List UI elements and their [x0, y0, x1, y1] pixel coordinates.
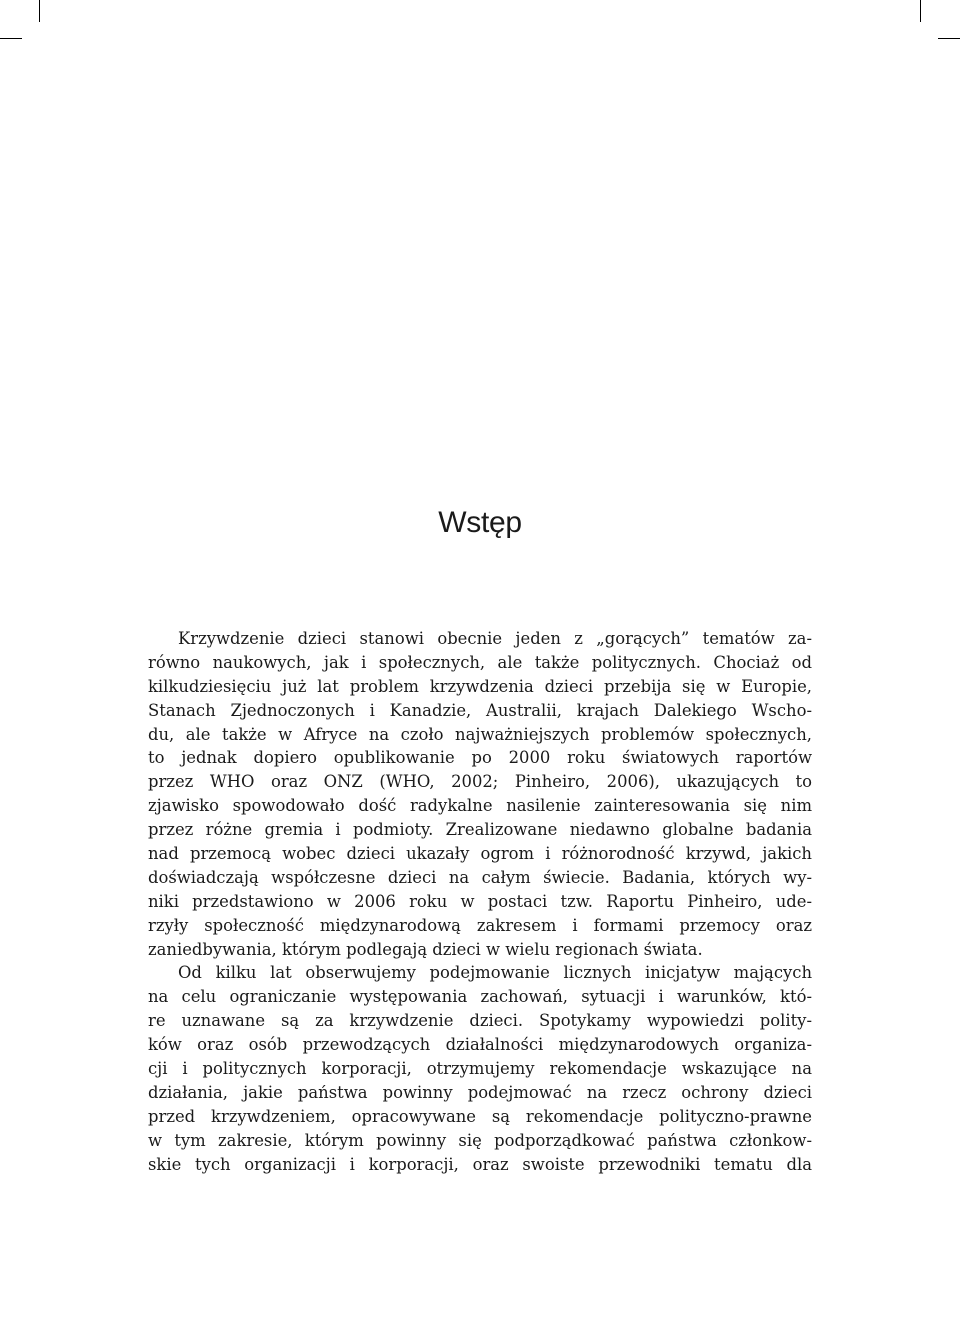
text-line: Stanach Zjednoczonych i Kanadzie, Australii, krajach Dalekiego Wscho-	[148, 700, 812, 720]
text-line: to jednak dopiero opublikowanie po 2000 roku światowych raportów	[148, 748, 812, 768]
paragraph-1	[148, 627, 812, 961]
text-line: cji i politycznych korporacji, otrzymujemy rekomendacje wskazujące na	[148, 1059, 812, 1079]
text-line: działania, jakie państwa powinny podejmować na rzecz ochrony dzieci	[148, 1082, 812, 1102]
text-line: re uznawane są za krzywdzenie dzieci. Spotykamy wypowiedzi polity-	[148, 1011, 812, 1031]
text-line: du, ale także w Afryce na czoło najważniejszych problemów społecznych,	[148, 724, 812, 744]
text-line: rzyły społeczność międzynarodową zakresem i formami przemocy oraz	[148, 915, 812, 935]
text-line: doświadczają współczesne dzieci na całym świecie. Badania, których wy-	[148, 867, 812, 887]
page-title: Wstęp	[438, 506, 522, 539]
text-line: Od kilku lat obserwujemy podejmowanie licznych inicjatyw mających	[178, 963, 812, 983]
text-line: przed krzywdzeniem, opracowywane są rekomendacje polityczno-prawne	[148, 1106, 812, 1126]
crop-mark-top-left-horizontal	[0, 38, 22, 39]
text-line: zjawisko spowodowało dość radykalne nasilenie zainteresowania się nim	[148, 796, 812, 816]
text-line: ków oraz osób przewodzących działalności międzynarodowych organiza-	[148, 1035, 812, 1055]
text-line: przez różne gremia i podmioty. Zrealizowane niedawno globalne badania	[148, 820, 812, 840]
text-line: skie tych organizacji i korporacji, oraz swoiste przewodniki tematu dla	[148, 1154, 812, 1174]
text-line: na celu ograniczanie występowania zachowań, sytuacji i warunków, któ-	[148, 987, 812, 1007]
text-line: przez WHO oraz ONZ (WHO, 2002; Pinheiro, 2006), ukazujących to	[148, 772, 812, 792]
text-line: Krzywdzenie dzieci stanowi obecnie jeden z „gorących” tematów za-	[178, 629, 812, 648]
text-line: niki przedstawiono w 2006 roku w postaci tzw. Raportu Pinheiro, ude-	[148, 891, 812, 911]
paragraph-2	[148, 961, 812, 1176]
text-line: równo naukowych, jak i społecznych, ale także politycznych. Chociaż od	[148, 652, 812, 672]
crop-mark-top-left-vertical	[39, 0, 40, 22]
text-line: nad przemocą wobec dzieci ukazały ogrom i różnorodność krzywd, jakich	[148, 844, 812, 864]
crop-mark-top-right-horizontal	[938, 38, 960, 39]
body-text	[148, 627, 812, 1176]
text-line: w tym zakresie, którym powinny się podporządkować państwa członkow-	[148, 1130, 812, 1150]
text-line: zaniedbywania, którym podlegają dzieci w wielu regionach świata.	[148, 939, 703, 959]
crop-mark-top-right-vertical	[920, 0, 921, 22]
text-line: kilkudziesięciu już lat problem krzywdzenia dzieci przebija się w Europie,	[148, 676, 812, 696]
